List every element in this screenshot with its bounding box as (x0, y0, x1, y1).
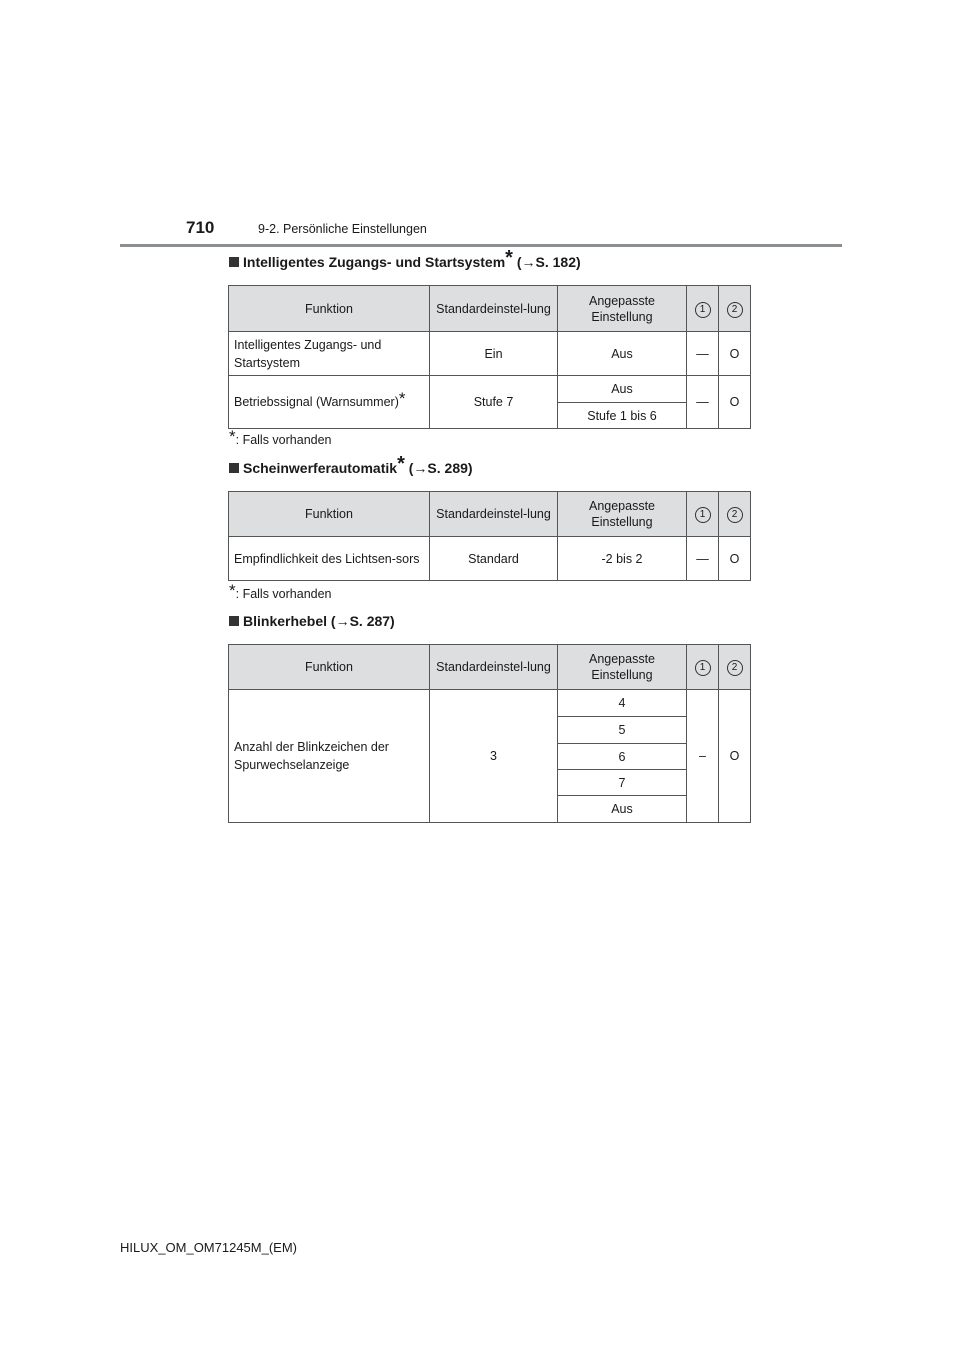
circled-two-icon: 2 (727, 507, 743, 523)
column-header-method-2 (719, 286, 751, 332)
column-header-default: Standardeinstel-lung (430, 492, 558, 537)
custom-cell: Aus (558, 332, 687, 376)
header-rule (120, 244, 842, 247)
section-title-smart-entry (229, 247, 581, 270)
custom-cell: 4 (558, 690, 687, 717)
column-header-method-2 (719, 645, 751, 690)
method-2-cell: O (719, 690, 751, 823)
table-row (229, 690, 751, 717)
section-title-text: Blinkerhebel (243, 613, 328, 629)
circled-one-icon: 1 (695, 302, 711, 318)
custom-cell: Aus (558, 796, 687, 823)
square-bullet-icon (229, 463, 239, 473)
footnote (229, 427, 332, 447)
column-header-function: Funktion (229, 286, 430, 332)
square-bullet-icon (229, 616, 239, 626)
footnote (229, 581, 332, 601)
column-header-method-1 (687, 286, 719, 332)
function-cell: Anzahl der Blinkzeichen der Spurwechselanzeige (229, 690, 430, 823)
column-header-default: Standardeinstel-lung (430, 286, 558, 332)
asterisk-icon: * (229, 581, 236, 600)
asterisk-icon: * (229, 427, 236, 446)
custom-cell: 5 (558, 717, 687, 744)
method-2-cell: O (719, 332, 751, 376)
column-header-custom: Angepasste Einstellung (558, 286, 687, 332)
function-cell (229, 376, 430, 429)
default-cell: Stufe 7 (430, 376, 558, 429)
method-1-cell: – (687, 690, 719, 823)
method-2-cell: O (719, 537, 751, 581)
circled-two-icon: 2 (727, 660, 743, 676)
page-reference: (→S. 287) (330, 613, 395, 629)
section-title-auto-headlights (229, 453, 473, 476)
method-1-cell: — (687, 376, 719, 429)
settings-table-auto-headlights (228, 491, 751, 581)
footnote-text: : Falls vorhanden (235, 433, 332, 447)
method-2-cell: O (719, 376, 751, 429)
footnote-text: : Falls vorhanden (235, 587, 332, 601)
method-1-cell: — (687, 537, 719, 581)
custom-cell: 6 (558, 744, 687, 770)
column-header-custom: Angepasste Einstellung (558, 492, 687, 537)
section-title-text: Intelligentes Zugangs- und Startsystem (243, 254, 506, 270)
default-cell: 3 (430, 690, 558, 823)
default-cell: Ein (430, 332, 558, 376)
asterisk-icon: * (398, 389, 406, 408)
settings-table-turn-signal-lever (228, 644, 751, 823)
section-title-text: Scheinwerferautomatik (243, 460, 398, 476)
column-header-function: Funktion (229, 645, 430, 690)
circled-one-icon: 1 (695, 660, 711, 676)
square-bullet-icon (229, 257, 239, 267)
page-reference: (→S. 182) (516, 254, 581, 270)
circled-two-icon: 2 (727, 302, 743, 318)
table-row (229, 537, 751, 581)
custom-cell: Aus (558, 376, 687, 403)
column-header-custom: Angepasste Einstellung (558, 645, 687, 690)
column-header-method-2 (719, 492, 751, 537)
section-header: 9-2. Persönliche Einstellungen (258, 222, 427, 236)
function-cell: Empfindlichkeit des Lichtsen-sors (229, 537, 430, 581)
asterisk-icon: * (505, 247, 513, 269)
custom-cell: Stufe 1 bis 6 (558, 403, 687, 429)
section-title-turn-signal-lever (229, 613, 395, 629)
circled-one-icon: 1 (695, 507, 711, 523)
default-cell: Standard (430, 537, 558, 581)
table-row (229, 332, 751, 376)
custom-cell: 7 (558, 770, 687, 796)
function-cell: Intelligentes Zugangs- und Startsystem (229, 332, 430, 376)
custom-cell: -2 bis 2 (558, 537, 687, 581)
page-number: 710 (186, 218, 215, 237)
column-header-function: Funktion (229, 492, 430, 537)
asterisk-icon: * (397, 453, 405, 475)
column-header-default: Standardeinstel-lung (430, 645, 558, 690)
column-header-method-1 (687, 645, 719, 690)
table-row (229, 376, 751, 403)
function-text: Betriebssignal (Warnsummer) (234, 395, 399, 409)
settings-table-smart-entry (228, 285, 751, 429)
document-id: HILUX_OM_OM71245M_(EM) (120, 1240, 297, 1255)
column-header-method-1 (687, 492, 719, 537)
page-reference: (→S. 289) (408, 460, 473, 476)
method-1-cell: — (687, 332, 719, 376)
